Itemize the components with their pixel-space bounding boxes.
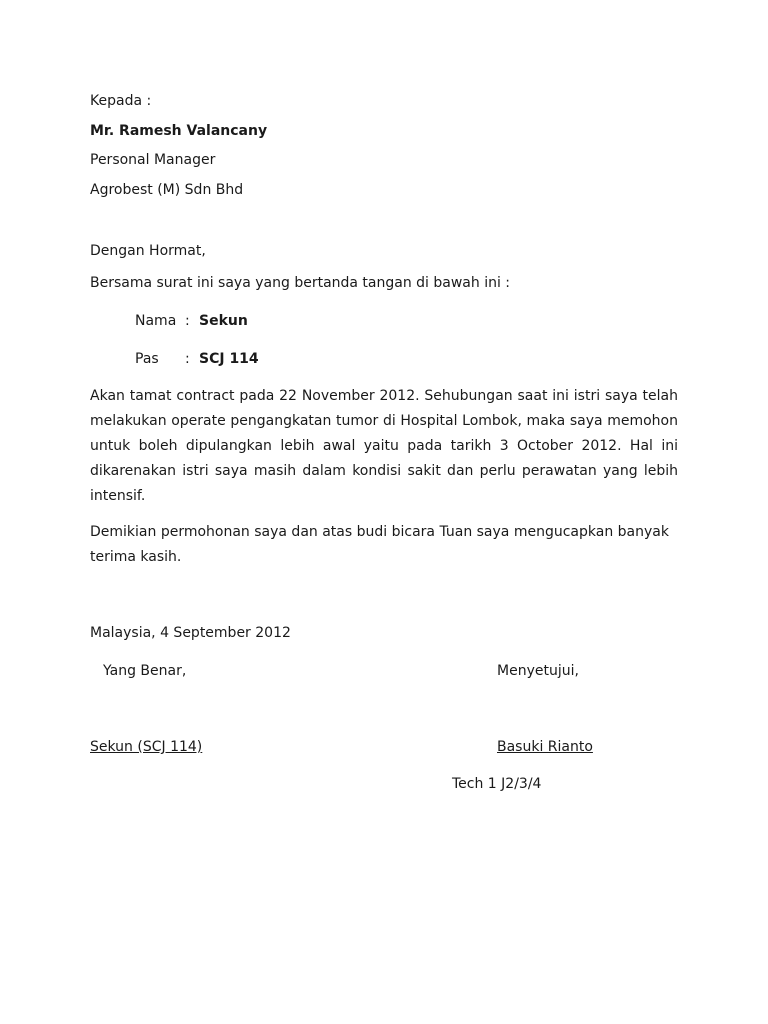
right-signatory-title: Tech 1 J2/3/4 — [452, 776, 542, 792]
paragraph-line: melakukan operate pengangkatan tumor di Hospital Lombok, maka saya memohon — [90, 413, 678, 429]
paragraph-line: intensif. — [90, 488, 146, 504]
paragraph-line: Demikian permohonan saya dan atas budi bicara Tuan saya mengucapkan banyak — [90, 524, 669, 540]
pass-label: Pas — [135, 351, 159, 367]
pass-value: SCJ 114 — [199, 351, 259, 367]
recipient-name: Mr. Ramesh Valancany — [90, 123, 268, 139]
body-paragraph-1 — [90, 384, 678, 509]
name-label: Nama — [135, 313, 177, 329]
intro-sentence: Bersama surat ini saya yang bertanda tangan di bawah ini : — [90, 275, 511, 291]
body-paragraph-2 — [90, 520, 678, 570]
paragraph-line: untuk boleh dipulangkan lebih awal yaitu pada tarikh 3 October 2012. Hal ini — [90, 438, 678, 454]
left-salutation: Yang Benar, — [103, 663, 187, 679]
greeting: Dengan Hormat, — [90, 243, 206, 259]
recipient-position: Personal Manager — [90, 152, 216, 168]
paragraph-line: Akan tamat contract pada 22 November 2012. Sehubungan saat ini istri saya telah — [90, 388, 678, 404]
right-signatory: Basuki Rianto — [497, 739, 593, 755]
paragraph-line: terima kasih. — [90, 549, 182, 565]
paragraph-line: dikarenakan istri saya masih dalam kondisi sakit dan perlu perawatan yang lebih — [90, 463, 678, 479]
place-date: Malaysia, 4 September 2012 — [90, 625, 291, 641]
name-value: Sekun — [199, 313, 248, 329]
right-salutation: Menyetujui, — [497, 663, 579, 679]
recipient-to-label: Kepada : — [90, 93, 152, 109]
recipient-company: Agrobest (M) Sdn Bhd — [90, 182, 244, 198]
name-separator: : — [185, 313, 190, 329]
pass-separator: : — [185, 351, 190, 367]
left-signatory: Sekun (SCJ 114) — [90, 739, 203, 755]
